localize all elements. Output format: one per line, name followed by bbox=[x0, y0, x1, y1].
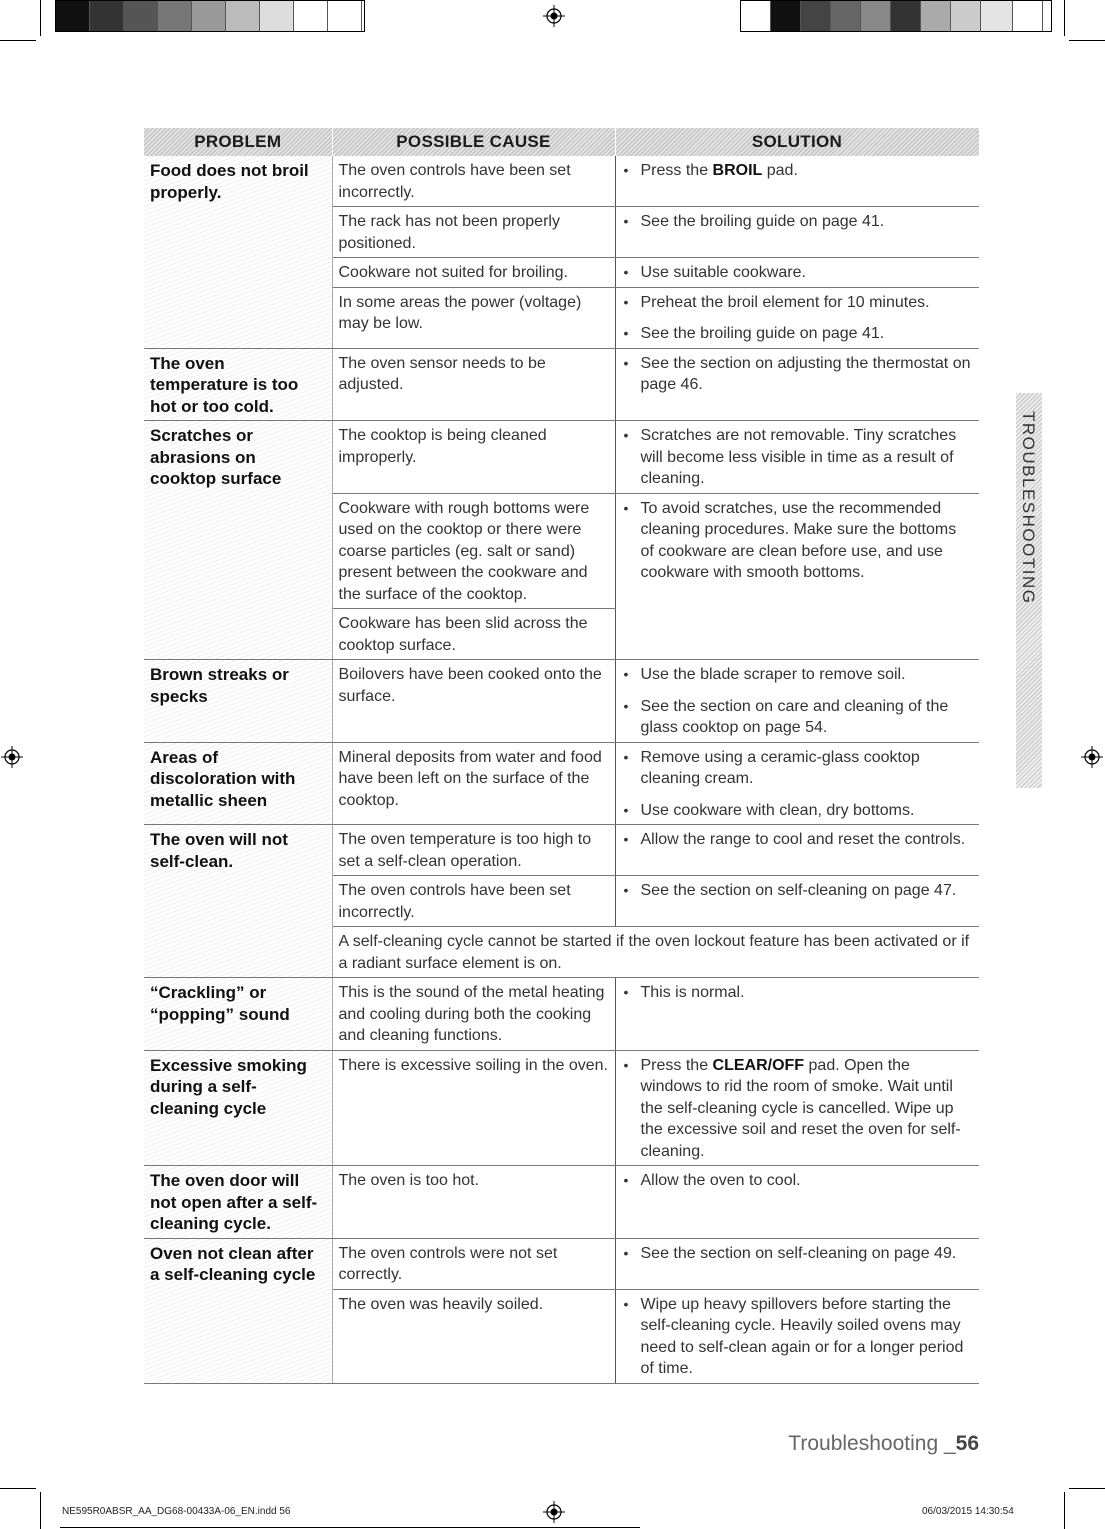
section-side-tab bbox=[1016, 393, 1042, 788]
problem-cell: Oven not clean after a self-cleaning cycle bbox=[144, 1238, 332, 1383]
registration-mark-icon bbox=[1, 746, 23, 768]
cause-cell: In some areas the power (voltage) may be low. bbox=[332, 287, 615, 348]
solution-item bbox=[624, 425, 974, 490]
solution-cell bbox=[615, 156, 979, 207]
solution-text: Use cookware with clean, dry bottoms. bbox=[640, 801, 915, 819]
solution-cell bbox=[615, 876, 979, 927]
solution-text: Use the blade scraper to remove soil. bbox=[640, 666, 906, 683]
solution-item bbox=[624, 211, 974, 233]
table-row bbox=[144, 825, 979, 876]
problem-cell: The oven temperature is too hot or too cold. bbox=[144, 348, 332, 421]
problem-cell: Food does not broil properly. bbox=[144, 156, 332, 348]
registration-mark-icon bbox=[1081, 746, 1103, 768]
solution-text: See the section on self-cleaning on page 49. bbox=[640, 1244, 957, 1262]
table-header-row bbox=[144, 128, 979, 156]
solution-item bbox=[624, 829, 974, 851]
cause-cell: Cookware not suited for broiling. bbox=[332, 258, 615, 288]
page-number: 56 bbox=[955, 1432, 979, 1455]
solution-cell bbox=[615, 825, 979, 876]
page-footer bbox=[788, 1432, 979, 1456]
table-row bbox=[144, 978, 979, 1051]
cause-cell: There is excessive soiling in the oven. bbox=[332, 1050, 615, 1166]
cause-cell: The rack has not been properly positioned. bbox=[332, 207, 615, 258]
solution-item bbox=[624, 1170, 974, 1192]
solution-text: See the section on care and cleaning of the glass cooktop on page 54. bbox=[640, 697, 949, 736]
control-pad-name: CLEAR/OFF bbox=[712, 1056, 805, 1074]
solution-cell bbox=[615, 742, 979, 825]
cause-cell: The cooktop is being cleaned improperly. bbox=[332, 421, 615, 494]
footer-section-title: Troubleshooting _ bbox=[788, 1432, 956, 1455]
solution-item bbox=[624, 498, 974, 584]
solution-item bbox=[624, 982, 974, 1004]
solution-text: Press the bbox=[640, 162, 713, 179]
solution-text: pad. bbox=[762, 162, 798, 179]
problem-cell: “Crackling” or “popping” sound bbox=[144, 978, 332, 1051]
solution-item bbox=[624, 747, 974, 790]
cause-cell: Mineral deposits from water and food have been left on the surface of the cooktop. bbox=[332, 742, 615, 825]
solution-text: Remove using a ceramic-glass cooktop cleaning cream. bbox=[640, 748, 920, 787]
solution-item bbox=[624, 664, 974, 686]
solution-item bbox=[624, 1055, 974, 1163]
crop-mark bbox=[1069, 1488, 1105, 1489]
crop-mark bbox=[0, 40, 36, 41]
side-tab-label: TROUBLESHOOTING bbox=[1019, 411, 1038, 605]
crop-mark bbox=[40, 1492, 41, 1529]
solution-item bbox=[624, 323, 974, 345]
problem-cell: Areas of discoloration with metallic sheen bbox=[144, 742, 332, 825]
crop-mark bbox=[1064, 1492, 1065, 1529]
slug-date: 06/03/2015 14:30:54 bbox=[922, 1506, 1014, 1517]
solution-item bbox=[624, 1294, 974, 1380]
solution-cell bbox=[615, 660, 979, 743]
crop-mark bbox=[0, 1488, 36, 1489]
solution-text: pad. Open the windows to rid the room of smoke. Wait until the self-cleaning cycle is cancelled. Wipe up the excessive soil and reset the oven for self-cleaning. bbox=[640, 1056, 961, 1160]
registration-mark-icon bbox=[543, 1501, 565, 1523]
header-solution: SOLUTION bbox=[615, 128, 979, 156]
table-row bbox=[144, 348, 979, 421]
table-row bbox=[144, 660, 979, 743]
slug-filename: NE595R0ABSR_AA_DG68-00433A-06_EN.indd 56 bbox=[62, 1506, 291, 1517]
cause-cell: The oven controls have been set incorrectly. bbox=[332, 876, 615, 927]
solution-cell bbox=[615, 978, 979, 1051]
troubleshooting-table bbox=[144, 128, 980, 1384]
cause-cell: The oven was heavily soiled. bbox=[332, 1289, 615, 1383]
cause-cell: This is the sound of the metal heating and cooling during both the cooking and cleaning functions. bbox=[332, 978, 615, 1051]
solution-text: Press the bbox=[640, 1056, 713, 1074]
solution-text: To avoid scratches, use the recommended cleaning procedures. Make sure the bottoms of cookware are clean before use, and use cookware with smooth bottoms. bbox=[640, 499, 957, 581]
cause-cell: The oven temperature is too high to set a self-clean operation. bbox=[332, 825, 615, 876]
solution-cell bbox=[615, 421, 979, 494]
solution-item bbox=[624, 696, 974, 739]
header-problem: PROBLEM bbox=[144, 128, 332, 156]
table-row bbox=[144, 1238, 979, 1289]
solution-cell bbox=[615, 1166, 979, 1239]
solution-text: See the broiling guide on page 41. bbox=[640, 213, 885, 230]
solution-text: Allow the range to cool and reset the controls. bbox=[640, 831, 966, 848]
cause-cell: The oven is too hot. bbox=[332, 1166, 615, 1239]
table-body bbox=[144, 156, 979, 1383]
solution-text: Scratches are not removable. Tiny scratches will become less visible in time as a result of cleaning. bbox=[640, 427, 957, 487]
problem-cell: Excessive smoking during a self-cleaning cycle bbox=[144, 1050, 332, 1166]
solution-cell bbox=[615, 348, 979, 421]
solution-cell bbox=[615, 1238, 979, 1289]
solution-item bbox=[624, 800, 974, 822]
solution-item bbox=[624, 1243, 974, 1265]
header-possible-cause: POSSIBLE CAUSE bbox=[332, 128, 615, 156]
solution-text: See the broiling guide on page 41. bbox=[640, 325, 885, 342]
solution-item bbox=[624, 262, 974, 284]
cause-cell: Cookware with rough bottoms were used on the cooktop or there were coarse particles (eg. salt or sand) present between the cookware and the surface of the cooktop. bbox=[332, 493, 615, 609]
solution-text: See the section on adjusting the thermostat on page 46. bbox=[640, 354, 971, 393]
control-pad-name: BROIL bbox=[712, 162, 763, 179]
solution-cell bbox=[615, 1289, 979, 1383]
cause-cell: The oven controls have been set incorrectly. bbox=[332, 156, 615, 207]
table-row bbox=[144, 742, 979, 825]
cause-cell: Cookware has been slid across the cooktop surface. bbox=[332, 609, 615, 660]
solution-cell bbox=[615, 258, 979, 288]
table-row bbox=[144, 421, 979, 494]
cause-cell: A self-cleaning cycle cannot be started if the oven lockout feature has been activated or if a radiant surface element is on. bbox=[332, 927, 979, 978]
problem-cell: The oven will not self-clean. bbox=[144, 825, 332, 978]
problem-cell: The oven door will not open after a self-cleaning cycle. bbox=[144, 1166, 332, 1239]
solution-text: Use suitable cookware. bbox=[640, 264, 806, 281]
problem-cell: Brown streaks or specks bbox=[144, 660, 332, 743]
crop-mark bbox=[1064, 0, 1065, 36]
solution-item bbox=[624, 880, 974, 902]
solution-text: Allow the oven to cool. bbox=[640, 1172, 801, 1189]
solution-text: Preheat the broil element for 10 minutes. bbox=[640, 293, 930, 311]
cause-cell: Boilovers have been cooked onto the surface. bbox=[332, 660, 615, 743]
cause-cell: The oven controls were not set correctly. bbox=[332, 1238, 615, 1289]
solution-cell bbox=[615, 493, 979, 660]
solution-cell bbox=[615, 207, 979, 258]
table-row bbox=[144, 156, 979, 207]
solution-cell bbox=[615, 1050, 979, 1166]
table-row bbox=[144, 1166, 979, 1239]
color-bar-left bbox=[55, 0, 365, 32]
problem-cell: Scratches or abrasions on cooktop surface bbox=[144, 421, 332, 660]
solution-text: Wipe up heavy spillovers before starting the self-cleaning cycle. Heavily soiled ovens may need to self-clean again or for a longer period of time. bbox=[640, 1295, 964, 1377]
solution-cell bbox=[615, 287, 979, 348]
crop-mark bbox=[1069, 40, 1105, 41]
solution-text: See the section on self-cleaning on page 47. bbox=[640, 882, 957, 899]
crop-mark bbox=[40, 0, 41, 36]
registration-mark-icon bbox=[543, 5, 565, 27]
solution-item bbox=[624, 160, 974, 182]
cause-cell: The oven sensor needs to be adjusted. bbox=[332, 348, 615, 421]
solution-item bbox=[624, 292, 974, 314]
color-bar-right bbox=[740, 0, 1052, 32]
solution-item bbox=[624, 353, 974, 396]
solution-text: This is normal. bbox=[640, 984, 745, 1001]
table-row bbox=[144, 1050, 979, 1166]
slug-rule bbox=[60, 1527, 640, 1528]
